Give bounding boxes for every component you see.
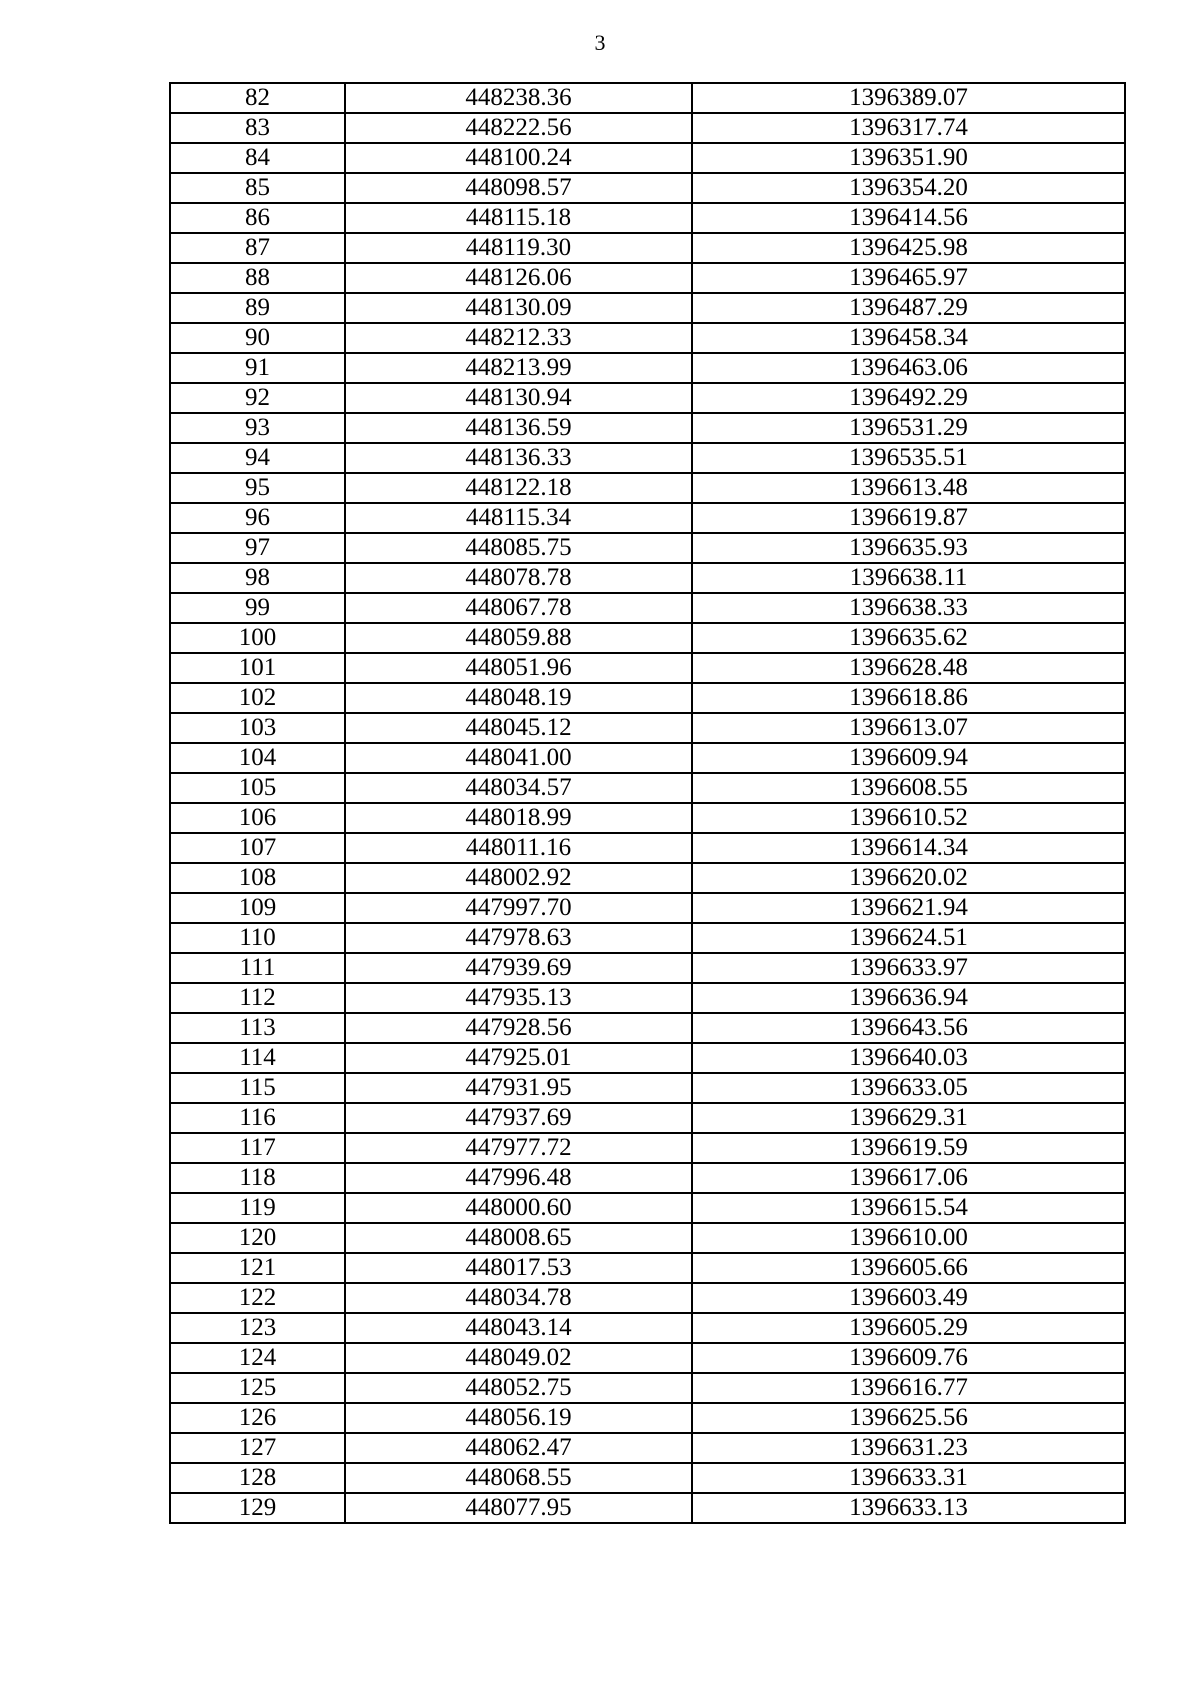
- x-coordinate-cell: 448051.96: [345, 653, 692, 683]
- x-coordinate-cell: 448130.94: [345, 383, 692, 413]
- coordinates-table: [169, 82, 1126, 1524]
- y-coordinate-cell: 1396354.20: [692, 173, 1125, 203]
- y-coordinate-cell: 1396621.94: [692, 893, 1125, 923]
- table-row: [170, 1073, 1125, 1103]
- x-coordinate-cell: 448115.18: [345, 203, 692, 233]
- point-number-cell: 111: [170, 953, 345, 983]
- x-coordinate-cell: 448067.78: [345, 593, 692, 623]
- point-number-cell: 118: [170, 1163, 345, 1193]
- x-coordinate-cell: 448122.18: [345, 473, 692, 503]
- y-coordinate-cell: 1396620.02: [692, 863, 1125, 893]
- y-coordinate-cell: 1396608.55: [692, 773, 1125, 803]
- x-coordinate-cell: 447978.63: [345, 923, 692, 953]
- point-number-cell: 102: [170, 683, 345, 713]
- y-coordinate-cell: 1396618.86: [692, 683, 1125, 713]
- x-coordinate-cell: 447996.48: [345, 1163, 692, 1193]
- x-coordinate-cell: 448018.99: [345, 803, 692, 833]
- point-number-cell: 90: [170, 323, 345, 353]
- point-number-cell: 114: [170, 1043, 345, 1073]
- y-coordinate-cell: 1396624.51: [692, 923, 1125, 953]
- y-coordinate-cell: 1396629.31: [692, 1103, 1125, 1133]
- y-coordinate-cell: 1396631.23: [692, 1433, 1125, 1463]
- y-coordinate-cell: 1396425.98: [692, 233, 1125, 263]
- point-number-cell: 107: [170, 833, 345, 863]
- table-row: [170, 323, 1125, 353]
- page-number: 3: [594, 30, 606, 55]
- table-row: [170, 863, 1125, 893]
- y-coordinate-cell: 1396640.03: [692, 1043, 1125, 1073]
- table-row: [170, 1013, 1125, 1043]
- table-row: [170, 563, 1125, 593]
- x-coordinate-cell: 448062.47: [345, 1433, 692, 1463]
- y-coordinate-cell: 1396638.11: [692, 563, 1125, 593]
- x-coordinate-cell: 448034.78: [345, 1283, 692, 1313]
- point-number-cell: 106: [170, 803, 345, 833]
- table-row: [170, 383, 1125, 413]
- y-coordinate-cell: 1396617.06: [692, 1163, 1125, 1193]
- point-number-cell: 93: [170, 413, 345, 443]
- x-coordinate-cell: 447939.69: [345, 953, 692, 983]
- y-coordinate-cell: 1396531.29: [692, 413, 1125, 443]
- table-row: [170, 1133, 1125, 1163]
- y-coordinate-cell: 1396609.76: [692, 1343, 1125, 1373]
- x-coordinate-cell: 447937.69: [345, 1103, 692, 1133]
- table-row: [170, 1283, 1125, 1313]
- x-coordinate-cell: 448048.19: [345, 683, 692, 713]
- x-coordinate-cell: 448222.56: [345, 113, 692, 143]
- table-row: [170, 443, 1125, 473]
- table-row: [170, 1343, 1125, 1373]
- point-number-cell: 113: [170, 1013, 345, 1043]
- point-number-cell: 104: [170, 743, 345, 773]
- table-row: [170, 593, 1125, 623]
- table-row: [170, 1433, 1125, 1463]
- point-number-cell: 82: [170, 83, 345, 113]
- point-number-cell: 128: [170, 1463, 345, 1493]
- point-number-cell: 110: [170, 923, 345, 953]
- x-coordinate-cell: 448002.92: [345, 863, 692, 893]
- point-number-cell: 129: [170, 1493, 345, 1523]
- table-row: [170, 773, 1125, 803]
- x-coordinate-cell: 448000.60: [345, 1193, 692, 1223]
- table-row: [170, 1043, 1125, 1073]
- point-number-cell: 121: [170, 1253, 345, 1283]
- table-row: [170, 173, 1125, 203]
- point-number-cell: 83: [170, 113, 345, 143]
- y-coordinate-cell: 1396633.31: [692, 1463, 1125, 1493]
- table-row: [170, 83, 1125, 113]
- point-number-cell: 112: [170, 983, 345, 1013]
- point-number-cell: 98: [170, 563, 345, 593]
- x-coordinate-cell: 448100.24: [345, 143, 692, 173]
- point-number-cell: 84: [170, 143, 345, 173]
- y-coordinate-cell: 1396609.94: [692, 743, 1125, 773]
- x-coordinate-cell: 447925.01: [345, 1043, 692, 1073]
- x-coordinate-cell: 448078.78: [345, 563, 692, 593]
- table-row: [170, 203, 1125, 233]
- point-number-cell: 94: [170, 443, 345, 473]
- y-coordinate-cell: 1396610.00: [692, 1223, 1125, 1253]
- y-coordinate-cell: 1396635.93: [692, 533, 1125, 563]
- point-number-cell: 97: [170, 533, 345, 563]
- table-row: [170, 263, 1125, 293]
- point-number-cell: 122: [170, 1283, 345, 1313]
- point-number-cell: 125: [170, 1373, 345, 1403]
- x-coordinate-cell: 448008.65: [345, 1223, 692, 1253]
- y-coordinate-cell: 1396603.49: [692, 1283, 1125, 1313]
- table-row: [170, 473, 1125, 503]
- x-coordinate-cell: 448041.00: [345, 743, 692, 773]
- table-row: [170, 1223, 1125, 1253]
- point-number-cell: 91: [170, 353, 345, 383]
- point-number-cell: 86: [170, 203, 345, 233]
- table-row: [170, 653, 1125, 683]
- x-coordinate-cell: 448056.19: [345, 1403, 692, 1433]
- y-coordinate-cell: 1396638.33: [692, 593, 1125, 623]
- point-number-cell: 103: [170, 713, 345, 743]
- x-coordinate-cell: 448034.57: [345, 773, 692, 803]
- x-coordinate-cell: 448098.57: [345, 173, 692, 203]
- x-coordinate-cell: 448011.16: [345, 833, 692, 863]
- table-row: [170, 1193, 1125, 1223]
- table-row: [170, 683, 1125, 713]
- table-row: [170, 833, 1125, 863]
- y-coordinate-cell: 1396487.29: [692, 293, 1125, 323]
- table-row: [170, 1403, 1125, 1433]
- point-number-cell: 105: [170, 773, 345, 803]
- table-row: [170, 893, 1125, 923]
- x-coordinate-cell: 448077.95: [345, 1493, 692, 1523]
- x-coordinate-cell: 448130.09: [345, 293, 692, 323]
- x-coordinate-cell: 448017.53: [345, 1253, 692, 1283]
- point-number-cell: 109: [170, 893, 345, 923]
- point-number-cell: 101: [170, 653, 345, 683]
- x-coordinate-cell: 448213.99: [345, 353, 692, 383]
- x-coordinate-cell: 448126.06: [345, 263, 692, 293]
- y-coordinate-cell: 1396614.34: [692, 833, 1125, 863]
- y-coordinate-cell: 1396633.05: [692, 1073, 1125, 1103]
- y-coordinate-cell: 1396619.59: [692, 1133, 1125, 1163]
- x-coordinate-cell: 448136.33: [345, 443, 692, 473]
- y-coordinate-cell: 1396643.56: [692, 1013, 1125, 1043]
- x-coordinate-cell: 448238.36: [345, 83, 692, 113]
- table-row: [170, 743, 1125, 773]
- table-row: [170, 233, 1125, 263]
- point-number-cell: 117: [170, 1133, 345, 1163]
- point-number-cell: 88: [170, 263, 345, 293]
- y-coordinate-cell: 1396458.34: [692, 323, 1125, 353]
- y-coordinate-cell: 1396605.29: [692, 1313, 1125, 1343]
- x-coordinate-cell: 447997.70: [345, 893, 692, 923]
- table-row: [170, 713, 1125, 743]
- y-coordinate-cell: 1396317.74: [692, 113, 1125, 143]
- y-coordinate-cell: 1396619.87: [692, 503, 1125, 533]
- x-coordinate-cell: 448049.02: [345, 1343, 692, 1373]
- point-number-cell: 108: [170, 863, 345, 893]
- coordinates-table-body: [170, 83, 1125, 1523]
- point-number-cell: 126: [170, 1403, 345, 1433]
- y-coordinate-cell: 1396613.07: [692, 713, 1125, 743]
- x-coordinate-cell: 448059.88: [345, 623, 692, 653]
- table-row: [170, 413, 1125, 443]
- x-coordinate-cell: 448136.59: [345, 413, 692, 443]
- y-coordinate-cell: 1396492.29: [692, 383, 1125, 413]
- point-number-cell: 127: [170, 1433, 345, 1463]
- table-row: [170, 113, 1125, 143]
- x-coordinate-cell: 448068.55: [345, 1463, 692, 1493]
- point-number-cell: 89: [170, 293, 345, 323]
- table-row: [170, 503, 1125, 533]
- y-coordinate-cell: 1396613.48: [692, 473, 1125, 503]
- y-coordinate-cell: 1396633.13: [692, 1493, 1125, 1523]
- y-coordinate-cell: 1396414.56: [692, 203, 1125, 233]
- point-number-cell: 87: [170, 233, 345, 263]
- point-number-cell: 100: [170, 623, 345, 653]
- x-coordinate-cell: 448119.30: [345, 233, 692, 263]
- x-coordinate-cell: 447935.13: [345, 983, 692, 1013]
- table-row: [170, 983, 1125, 1013]
- y-coordinate-cell: 1396615.54: [692, 1193, 1125, 1223]
- table-row: [170, 1103, 1125, 1133]
- x-coordinate-cell: 448115.34: [345, 503, 692, 533]
- table-row: [170, 953, 1125, 983]
- point-number-cell: 124: [170, 1343, 345, 1373]
- x-coordinate-cell: 448045.12: [345, 713, 692, 743]
- y-coordinate-cell: 1396463.06: [692, 353, 1125, 383]
- point-number-cell: 115: [170, 1073, 345, 1103]
- point-number-cell: 99: [170, 593, 345, 623]
- x-coordinate-cell: 448085.75: [345, 533, 692, 563]
- point-number-cell: 123: [170, 1313, 345, 1343]
- point-number-cell: 92: [170, 383, 345, 413]
- y-coordinate-cell: 1396616.77: [692, 1373, 1125, 1403]
- x-coordinate-cell: 448043.14: [345, 1313, 692, 1343]
- x-coordinate-cell: 448052.75: [345, 1373, 692, 1403]
- y-coordinate-cell: 1396636.94: [692, 983, 1125, 1013]
- point-number-cell: 85: [170, 173, 345, 203]
- table-row: [170, 1313, 1125, 1343]
- y-coordinate-cell: 1396633.97: [692, 953, 1125, 983]
- y-coordinate-cell: 1396351.90: [692, 143, 1125, 173]
- table-row: [170, 293, 1125, 323]
- y-coordinate-cell: 1396610.52: [692, 803, 1125, 833]
- x-coordinate-cell: 447931.95: [345, 1073, 692, 1103]
- table-row: [170, 533, 1125, 563]
- table-row: [170, 1163, 1125, 1193]
- table-row: [170, 1493, 1125, 1523]
- table-row: [170, 143, 1125, 173]
- table-row: [170, 923, 1125, 953]
- y-coordinate-cell: 1396625.56: [692, 1403, 1125, 1433]
- point-number-cell: 96: [170, 503, 345, 533]
- y-coordinate-cell: 1396605.66: [692, 1253, 1125, 1283]
- point-number-cell: 120: [170, 1223, 345, 1253]
- table-row: [170, 623, 1125, 653]
- point-number-cell: 119: [170, 1193, 345, 1223]
- table-row: [170, 1253, 1125, 1283]
- y-coordinate-cell: 1396635.62: [692, 623, 1125, 653]
- x-coordinate-cell: 447977.72: [345, 1133, 692, 1163]
- y-coordinate-cell: 1396535.51: [692, 443, 1125, 473]
- y-coordinate-cell: 1396465.97: [692, 263, 1125, 293]
- table-row: [170, 1463, 1125, 1493]
- y-coordinate-cell: 1396628.48: [692, 653, 1125, 683]
- table-row: [170, 1373, 1125, 1403]
- point-number-cell: 95: [170, 473, 345, 503]
- x-coordinate-cell: 447928.56: [345, 1013, 692, 1043]
- y-coordinate-cell: 1396389.07: [692, 83, 1125, 113]
- point-number-cell: 116: [170, 1103, 345, 1133]
- x-coordinate-cell: 448212.33: [345, 323, 692, 353]
- table-row: [170, 803, 1125, 833]
- table-row: [170, 353, 1125, 383]
